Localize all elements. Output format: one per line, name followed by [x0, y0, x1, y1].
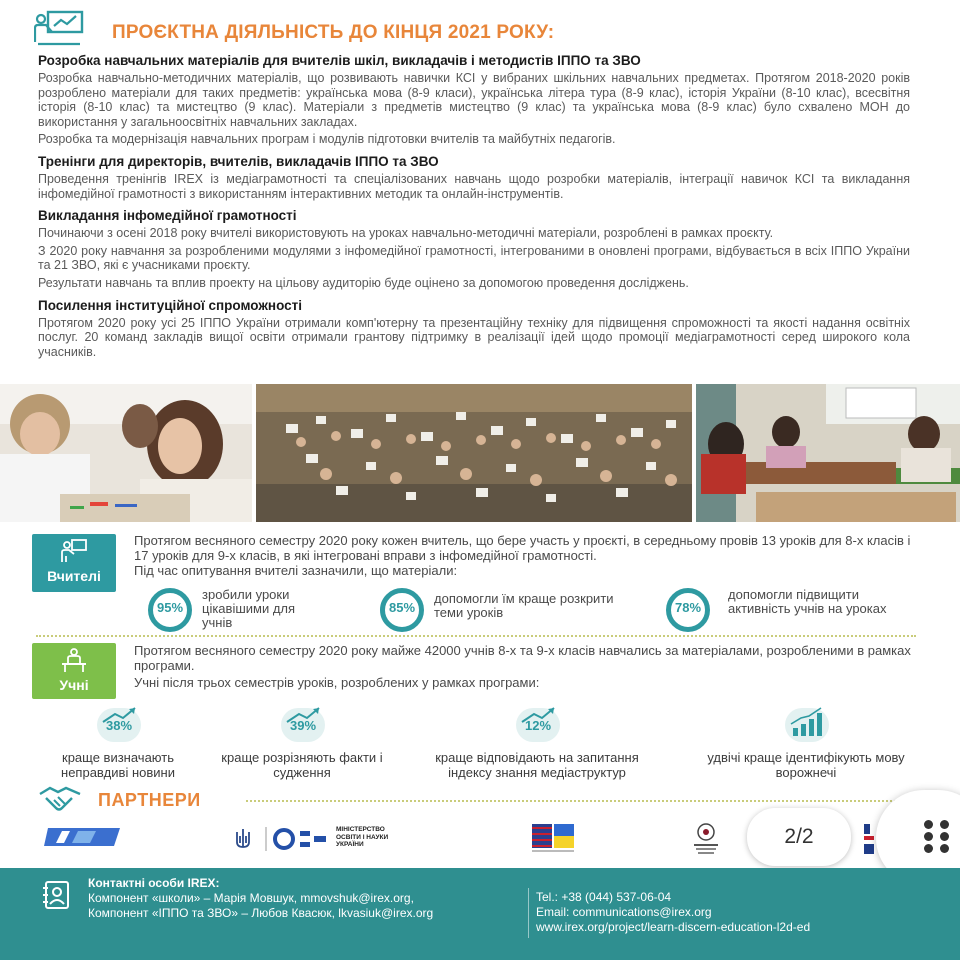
divider	[246, 800, 936, 802]
photo-group-crowd	[256, 384, 692, 522]
teachers-stat	[148, 588, 348, 632]
teachers-intro: Протягом весняного семестру 2020 року кожен вчитель, що бере участь у проєкті, в середньому провів 13 уроків для 8-х класів і 17 уроків для 9-х класів, в які інтегровані вправи з інфомедійної грамотності.	[134, 533, 911, 563]
contacts-title: Контактні особи IREX:	[88, 876, 220, 890]
email[interactable]: Email: communications@irex.org	[536, 905, 712, 919]
stat-label: краще визначають неправдиві новини	[61, 750, 175, 780]
stat-value: 38%	[105, 718, 133, 733]
students-badge	[32, 643, 116, 699]
section-paragraph: З 2020 року навчання за розробленими модулями з інфомедійної грамотності, інтегрованими в оновлені програми, відбувається в всіх ІППО України та 21 ЗВО, які є учасниками проєкту.	[38, 243, 910, 273]
section-paragraph: Результати навчань та вплив проекту на цільову аудиторію буде оцінено за допомогою проведення досліджень.	[38, 275, 689, 290]
grid-dots-icon	[924, 820, 956, 852]
students-stat	[28, 704, 208, 780]
teachers-stat	[666, 588, 906, 632]
project-sections	[38, 46, 910, 359]
photo-students-workshop	[0, 384, 252, 522]
page-indicator: 2/2	[747, 808, 851, 866]
section-paragraph: Розробка та модернізація навчальних програм і модулів підготовки вчителів та майбутніх педагогів.	[38, 132, 616, 147]
irex-contacts	[536, 890, 810, 935]
ministry-logo	[264, 826, 334, 852]
section-title: Посилення інституційної спроможності	[38, 297, 303, 313]
students-intro: Протягом весняного семестру 2020 року майже 42000 учнів 8-х та 9-х класів навчались за матеріалами, розробленими в рамках програми.	[134, 643, 911, 673]
stat-value: 85%	[388, 600, 416, 615]
section-capacity	[38, 297, 910, 360]
students-after: Учні після трьох семестрів уроків, розроблених у рамках програми:	[134, 675, 540, 690]
phone[interactable]: Tel.: +38 (044) 537-06-04	[536, 890, 672, 904]
chart-up-icon	[89, 704, 147, 744]
stat-value: 95%	[156, 600, 184, 615]
ministry-name: МІНІСТЕРСТВО ОСВІТИ І НАУКИ УКРАЇНИ	[336, 826, 389, 848]
section-materials	[38, 52, 910, 147]
partner-logo-academy	[44, 826, 124, 850]
teacher-at-board-icon	[60, 538, 88, 564]
teachers-badge	[32, 534, 116, 592]
contact-book-icon	[42, 880, 72, 910]
students-stat	[212, 704, 392, 780]
stat-value: 78%	[674, 600, 702, 615]
section-paragraph: Починаючи з осені 2018 року вчителі використовують на уроках навчально-методичні матеріали, розроблені в рамках проєкту.	[38, 226, 774, 241]
partner-logo-flags	[532, 824, 574, 854]
stat-label: краще розрізняють факти і судження	[221, 750, 383, 780]
stat-value: 39%	[289, 718, 317, 733]
partner-logo-partial	[862, 822, 876, 856]
stat-value: 12%	[524, 718, 552, 733]
chart-up-icon	[508, 704, 566, 744]
photo-strip	[0, 384, 960, 522]
teachers-stat	[380, 588, 620, 632]
page-title: ПРОЄКТНА ДІЯЛЬНІСТЬ ДО КІНЦЯ 2021 РОКУ:	[112, 22, 555, 43]
section-title: Розробка навчальних матеріалів для вчителів шкіл, викладачів і методистів ІППО та ЗВО	[38, 53, 641, 68]
chart-up-icon	[273, 704, 331, 744]
section-trainings	[38, 153, 910, 201]
stat-label: допомогли підвищити активність учнів на уроках	[728, 587, 887, 616]
stat-label: допомогли їм краще розкрити теми уроків	[434, 591, 614, 620]
bar-chart-icon	[777, 704, 835, 744]
stat-label: краще відповідають на запитання індексу знання медіаструктур	[435, 750, 639, 780]
partner-logo-uk-embassy	[690, 822, 722, 856]
section-paragraph: Розробка навчально-методичних матеріалів, що розвивають навички КСІ у вибраних шкільних навчальних предметах. Протягом 2018-2020 років розроблено матеріали для таких предметів: українська мова (8-9 класи), українська літера тура (8-9 клас), історія України (8-10 клас), всесвітня історія (8-10 клас) та мистецтво (9 клас). Матеріали з предметів мистецтво (9 клас) та українська мова (8-9 клас) було схвалено МОН до використання у загальноосвітніх навчальних закладах.	[38, 71, 910, 129]
stat-label: зробили уроки цікавішими для учнів	[202, 587, 296, 630]
divider	[36, 635, 916, 637]
website-link[interactable]: www.irex.org/project/learn-discern-education-l2d-ed	[536, 920, 811, 934]
students-stat	[696, 704, 916, 780]
section-title: Викладання інфомедійної грамотності	[38, 208, 297, 224]
trident-logo	[234, 828, 252, 850]
students-stat	[412, 704, 662, 780]
section-title: Тренінги для директорів, вчителів, викладачів ІППО та ЗВО	[38, 153, 439, 169]
contact-school[interactable]: Компонент «школи» – Марія Мовшук, mmovshuk@irex.org,	[88, 891, 414, 905]
teachers-survey: Під час опитування вчителі зазначили, що матеріали:	[134, 563, 458, 578]
page-header	[34, 10, 934, 50]
contact-ippo[interactable]: Компонент «ІППО та ЗВО» – Любов Квасюк, lkvasiuk@irex.org	[88, 906, 434, 920]
section-paragraph: Проведення тренінгів IREX із медіаграмотності та спеціалізованих навчань щодо розробки матеріалів, інтеграції навичок КСІ та викладання інфомедійної грамотності з використанням інтерактивних методик та онлайн-інструментів.	[38, 171, 910, 201]
divider	[528, 888, 529, 938]
section-teaching	[38, 207, 910, 290]
students-label: Учні	[59, 677, 89, 693]
teachers-label: Вчителі	[47, 568, 101, 584]
contacts-block	[88, 876, 433, 921]
presentation-board-icon	[34, 10, 86, 46]
handshake-icon	[38, 784, 82, 814]
partners-title: ПАРТНЕРИ	[98, 790, 201, 810]
footer	[0, 868, 960, 960]
photo-classroom	[696, 384, 960, 522]
stat-label: удвічі краще ідентифікують мову ворожнечі	[707, 750, 905, 780]
section-paragraph: Протягом 2020 року усі 25 ІППО України отримали комп'ютерну та презентаційну техніку для підвищення спроможності та якості надання освітніх послуг. 20 команд закладів вищої освіти отримали грантову підтримку в реалізації ідей щодо промоції медіаграмотності серед широкого кола учасників.	[38, 315, 910, 359]
students-desk-icon	[60, 647, 88, 673]
